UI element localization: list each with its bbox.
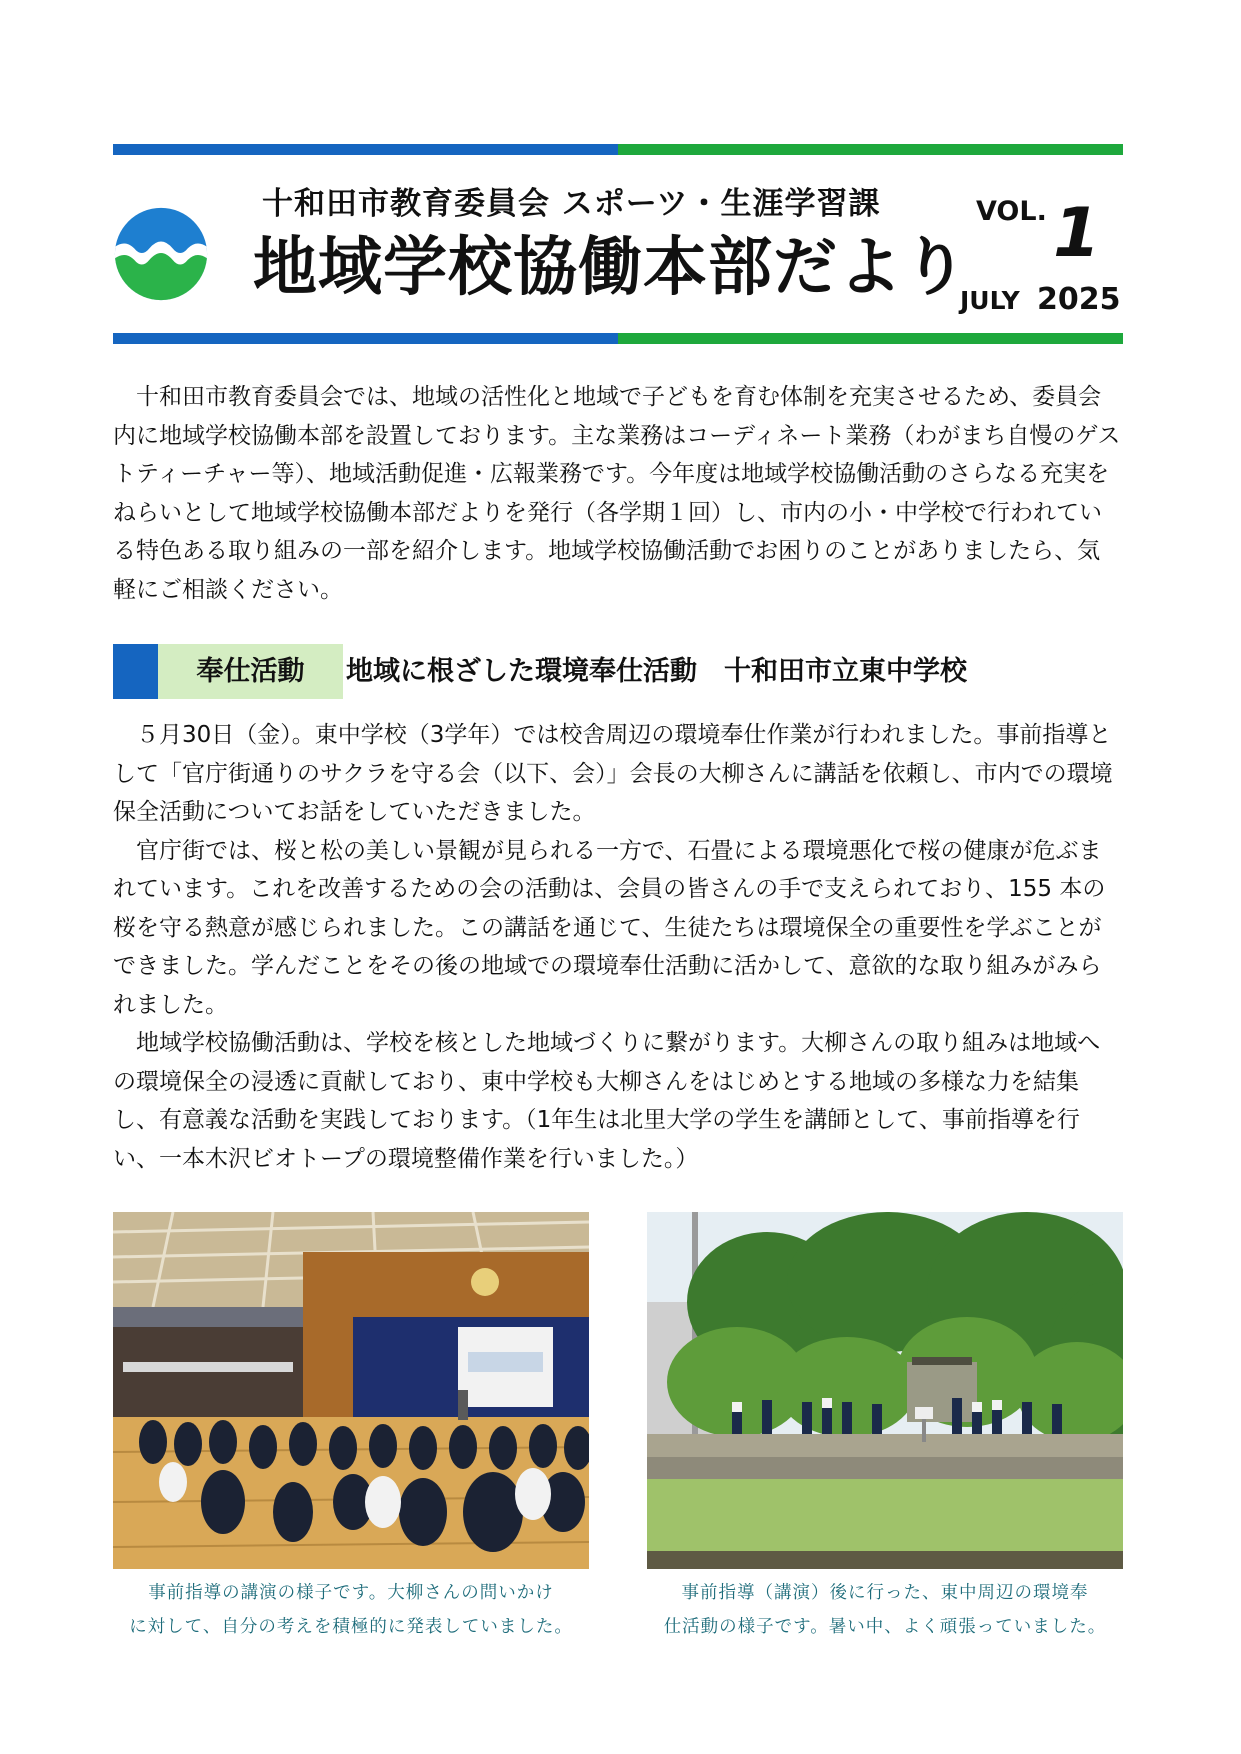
section-heading-bar — [113, 644, 158, 699]
caption-line: に対して、自分の考えを積極的に発表していました。 — [129, 1617, 573, 1637]
caption-line: 事前指導（講演）後に行った、東中周辺の環境奉 — [681, 1583, 1089, 1603]
department-name: 十和田市教育委員会 スポーツ・生涯学習課 — [262, 186, 881, 222]
section-title: 地域に根ざした環境奉仕活動 十和田市立東中学校 — [346, 656, 967, 687]
caption-line: 仕活動の様子です。暑い中、よく頑張っていました。 — [663, 1617, 1107, 1637]
logo-icon — [113, 206, 209, 302]
intro-paragraph: 十和田市教育委員会では、地域の活性化と地域で子どもを育む体制を充実させるため、委員会内に地域学校協働本部を設置しております。主な業務はコーディネート業務（わがまち自慢のゲストティーチャー等）、地域活動促進・広報業務です。今年度は地域学校協働活動のさらなる充実をねらいとして地域学校協働本部だよりを発行（各学期１回）し、市内の小・中学校で行われている特色ある取り組みの一部を紹介します。地域学校協働活動でお困りのことがありましたら、気軽にご相談ください。 — [113, 384, 1121, 603]
issue-year: 2025 — [1037, 282, 1121, 317]
cleanup-photo — [647, 1212, 1123, 1569]
article-paragraph: ５月30日（金）。東中学校（3学年）では校舎周辺の環境奉仕作業が行われました。事前指導として「官庁街通りのサクラを守る会（以下、会）」会長の大柳さんに講話を依頼し、市内での環境保全活動についてお話をしていただきました。 — [113, 722, 1113, 825]
section-tag: 奉仕活動 — [158, 644, 343, 699]
volume-label: VOL. — [976, 196, 1047, 227]
volume-number: 1 — [1053, 194, 1101, 273]
article-paragraph: 官庁街では、桜と松の美しい景観が見られる一方で、石畳による環境悪化で桜の健康が危ぶまれています。これを改善するための会の活動は、会員の皆さんの手で支えられており、155 本の桜を守る熱意が感じられました。この講話を通じて、生徒たちは環境保全の重要性を学ぶことができました。学んだことをその後の地域での環境奉仕活動に活かして、意欲的な取り組みがみられました。 — [113, 837, 1106, 1018]
issue-month: JULY — [960, 286, 1020, 315]
cleanup-photo-caption — [647, 1576, 1123, 1644]
caption-line: 事前指導の講演の様子です。大柳さんの問いかけ — [148, 1583, 554, 1603]
article-body — [113, 716, 1123, 1178]
lecture-photo — [113, 1212, 589, 1569]
header-bottom-rule — [113, 333, 1123, 344]
section-heading — [113, 644, 1123, 699]
newsletter-title: 地域学校協働本部だより — [253, 231, 968, 305]
header-top-rule — [113, 144, 1123, 155]
lecture-photo-caption — [113, 1576, 589, 1644]
article-paragraph: 地域学校協働活動は、学校を核とした地域づくりに繋がります。大柳さんの取り組みは地域への環境保全の浸透に貢献しており、東中学校も大柳さんをはじめとする地域の多様な力を結集し、有意義な活動を実践しております。（1年生は北里大学の学生を講師として、事前指導を行い、一本木沢ビオトープの環境整備作業を行いました。） — [113, 1030, 1101, 1172]
